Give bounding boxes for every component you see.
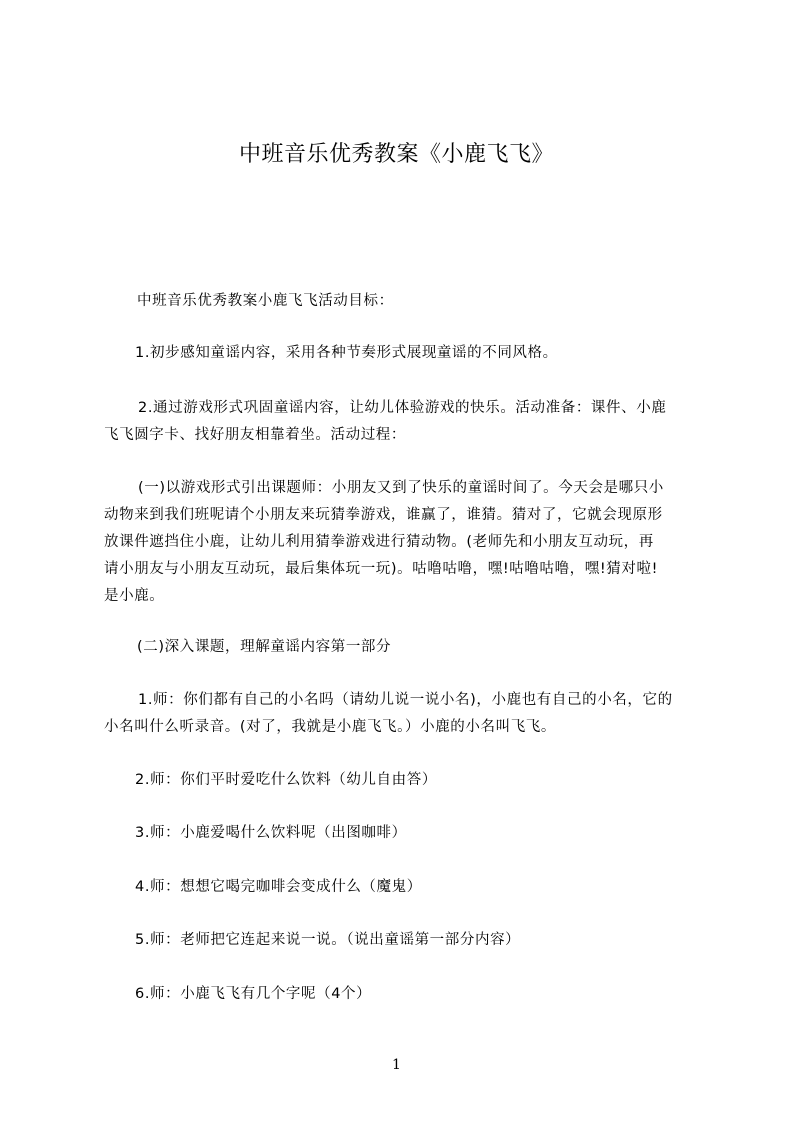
text-line: 1.初步感知童谣内容，采用各种节奏形式展现童谣的不同风格。 [135,345,558,361]
page-number: 1 [392,1057,401,1073]
paragraph-step-3 [104,820,704,847]
text-line: 2.通过游戏形式巩固童谣内容，让幼儿体验游戏的快乐。活动准备：课件、小鹿 [138,400,667,416]
text-line: 动物来到我们班呢请个小朋友来玩猜拳游戏，谁赢了，谁猜。猜对了，它就会现原形 [104,507,663,523]
paragraph-step-2 [104,767,704,794]
text-line: 请小朋友与小朋友互动玩，最后集体玩一玩)。咕噜咕噜，嘿!咕噜咕噜，嘿!猜对啦! [104,561,658,577]
paragraph-step-1 [104,687,704,741]
text-line: 3.师：小鹿爱喝什么饮料呢（出图咖啡） [135,825,407,841]
text-line: 5.师：老师把它连起来说一说。（说出童谣第一部分内容） [135,932,521,948]
paragraph-step-5 [104,927,704,954]
paragraph-section-2 [104,634,704,661]
paragraph-activity-goals [104,288,704,315]
text-line: 6.师：小鹿飞飞有几个字呢（4个） [135,986,372,1002]
text-line: 是小鹿。 [104,588,165,604]
text-line: 1.师：你们都有自己的小名吗（请幼儿说一说小名)，小鹿也有自己的小名，它的 [138,692,673,708]
text-line: (一)以游戏形式引出课题师：小朋友又到了快乐的童谣时间了。今天会是哪只小 [138,480,664,496]
text-line: 小名叫什么听录音。(对了，我就是小鹿飞飞。）小鹿的小名叫飞飞。 [104,719,557,735]
paragraph-goal-2 [104,395,704,449]
text-line: 2.师：你们平时爱吃什么饮料（幼儿自由答） [135,772,437,788]
text-line: (二)深入课题，理解童谣内容第一部分 [137,639,392,655]
text-line: 飞飞圆字卡、找好朋友相靠着坐。活动过程： [104,427,406,443]
paragraph-goal-1 [104,340,704,367]
document-title: 中班音乐优秀教案《小鹿飞飞》 [238,142,554,167]
text-line: 4.师：想想它喝完咖啡会变成什么（魔鬼） [135,879,422,895]
text-line: 中班音乐优秀教案小鹿飞飞活动目标： [137,293,394,309]
text-line: 放课件遮挡住小鹿，让幼儿利用猜拳游戏进行猜动物。(老师先和小朋友互动玩，再 [104,534,654,550]
paragraph-section-1 [104,475,704,610]
paragraph-step-4 [104,874,704,901]
paragraph-step-6 [104,981,704,1008]
